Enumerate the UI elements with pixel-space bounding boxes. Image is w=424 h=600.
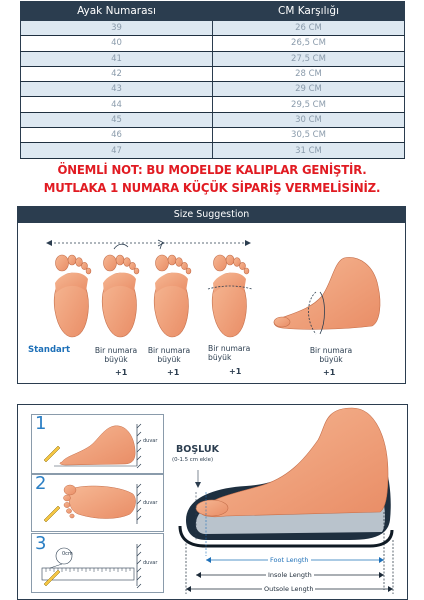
plus-one-4: +1 <box>323 368 336 377</box>
shoe-size-cell: 39 <box>21 21 213 36</box>
label-bigger-4-line1: Bir numara <box>309 346 353 355</box>
step-1-number: 1 <box>35 413 47 434</box>
warning-line-2: MUTLAKA 1 NUMARA KÜÇÜK SİPARİŞ VERMELİSİNİZ. <box>43 180 381 195</box>
cm-cell: 29 CM <box>213 82 405 97</box>
label-bigger-2-line2: büyük <box>157 355 181 364</box>
wall-label-2: duvar <box>143 500 158 506</box>
header-cm: CM Karşılığı <box>213 2 405 21</box>
foot-length-label: Foot Length <box>270 556 309 564</box>
step-2-number: 2 <box>35 473 47 494</box>
warning-line-1: ÖNEMLİ NOT: BU MODELDE KALIPLAR GENİŞTİR. <box>57 162 367 177</box>
plus-one-2: +1 <box>167 368 180 377</box>
cm-cell: 29,5 CM <box>213 97 405 112</box>
cm-cell: 26,5 CM <box>213 36 405 51</box>
shoe-size-cell: 44 <box>21 97 213 112</box>
wall-label-3: duvar <box>143 560 158 566</box>
insole-length-label: Insole Length <box>268 571 312 579</box>
step-3-number: 3 <box>35 533 47 554</box>
gap-title: BOŞLUK <box>176 444 219 455</box>
outsole-length-label: Outsole Length <box>264 585 314 593</box>
cm-cell: 31 CM <box>213 143 405 158</box>
gap-subtitle: (0-1.5 cm ekle) <box>172 457 214 463</box>
label-bigger-1-line1: Bir numara <box>94 346 138 355</box>
cm-cell: 30,5 CM <box>213 128 405 143</box>
shoe-size-cell: 43 <box>21 82 213 97</box>
ruler-zero-label: 0cm <box>62 551 73 557</box>
shoe-size-cell: 47 <box>21 143 213 158</box>
pencil-icon <box>44 506 60 522</box>
step-2-foot <box>69 486 136 519</box>
wall-illustrations <box>137 424 141 588</box>
cm-cell: 26 CM <box>213 21 405 36</box>
plus-one-3: +1 <box>229 367 242 376</box>
cm-cell: 30 CM <box>213 112 405 127</box>
shoe-with-foot-illustration <box>180 408 392 546</box>
shoe-size-cell: 40 <box>21 36 213 51</box>
label-standard: Standart <box>28 345 71 355</box>
cm-cell: 27,5 CM <box>213 51 405 66</box>
shoe-size-cell: 41 <box>21 51 213 66</box>
label-bigger-2-line1: Bir numara <box>147 346 191 355</box>
wall-label-1: duvar <box>143 438 158 444</box>
header-shoe-size: Ayak Numarası <box>21 2 213 21</box>
step-1-foot <box>60 426 135 465</box>
shoe-size-cell: 46 <box>21 128 213 143</box>
plus-one-1: +1 <box>115 368 128 377</box>
shoe-size-cell: 45 <box>21 112 213 127</box>
size-suggestion-title: Size Suggestion <box>18 207 405 223</box>
label-bigger-1-line2: büyük <box>104 355 128 364</box>
label-bigger-3-line2: büyük <box>208 353 232 362</box>
shoe-size-cell: 42 <box>21 66 213 81</box>
cm-cell: 28 CM <box>213 66 405 81</box>
label-bigger-4-line2: büyük <box>319 355 343 364</box>
label-bigger-3-line1: Bir numara <box>208 344 251 353</box>
